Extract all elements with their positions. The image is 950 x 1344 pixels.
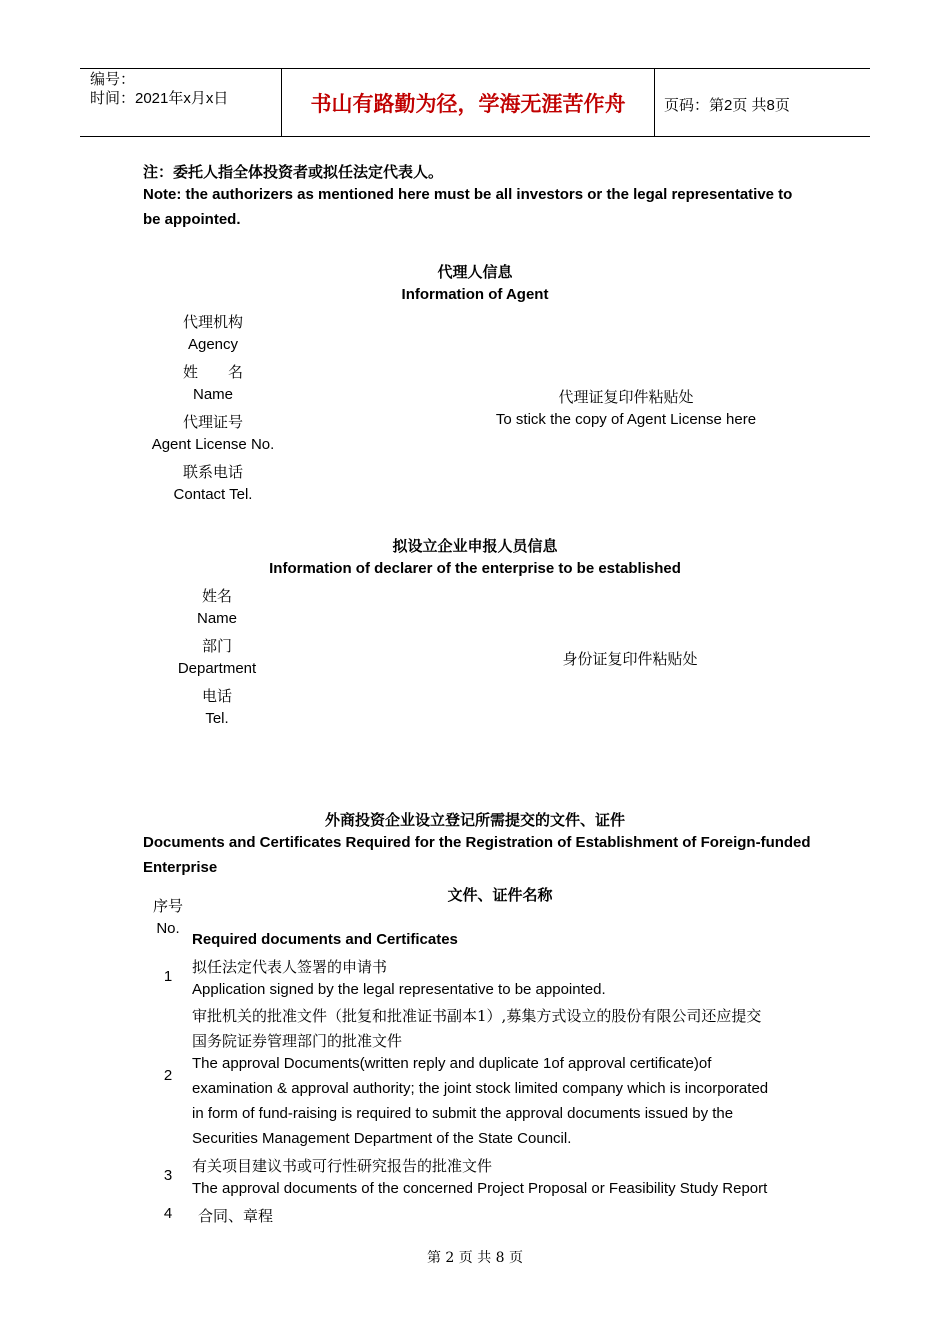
agent-title-en: Information of Agent <box>401 286 549 303</box>
documents-title-en-line2: Enterprise <box>143 859 218 876</box>
header-divider-2 <box>654 68 655 136</box>
doc-item-en: Securities Management Department of the State Council. <box>192 1130 572 1147</box>
agent-field-license-zh: 代理证号 <box>182 413 243 431</box>
agent-field-name-en: Name <box>192 386 233 403</box>
header-number-label: 编号： <box>90 71 136 88</box>
documents-title-zh: 外商投资企业设立登记所需提交的文件、证件 <box>324 812 625 829</box>
doc-item-en: Application signed by the legal representative to be appointed. <box>192 981 606 998</box>
declarer-title-zh: 拟设立企业申报人员信息 <box>392 538 558 555</box>
note-en-line2: be appointed. <box>143 211 241 228</box>
declarer-field-name-en: Name <box>196 610 237 627</box>
doc-item-no: 4 <box>163 1205 173 1222</box>
doc-item-no: 1 <box>163 968 173 985</box>
col-name-zh: 文件、证件名称 <box>447 887 553 904</box>
declarer-field-tel-en: Tel. <box>205 710 229 727</box>
agent-stick-en: To stick the copy of Agent License here <box>495 411 757 428</box>
declarer-title-en: Information of declarer of the enterprise to be established <box>269 560 681 577</box>
doc-item-zh: 有关项目建议书或可行性研究报告的批准文件 <box>192 1157 493 1175</box>
doc-item-zh: 国务院证券管理部门的批准文件 <box>192 1032 403 1050</box>
doc-item-en: The approval documents of the concerned Project Proposal or Feasibility Study Report <box>192 1180 768 1197</box>
declarer-field-dept-en: Department <box>177 660 257 677</box>
agent-field-tel-en: Contact Tel. <box>173 486 253 503</box>
declarer-stick-zh: 身份证复印件粘贴处 <box>562 650 698 668</box>
note-zh: 注：委托人指全体投资者或拟任法定代表人。 <box>143 164 444 181</box>
doc-item-zh: 拟任法定代表人签署的申请书 <box>192 958 388 976</box>
doc-item-no: 3 <box>163 1167 173 1184</box>
header-time-label: 时间：2021年x月x日 <box>90 90 229 107</box>
col-no-zh: 序号 <box>152 897 183 915</box>
page-footer: 第 2 页 共 8 页 <box>426 1250 524 1266</box>
col-name-en: Required documents and Certificates <box>192 931 458 948</box>
doc-item-en: The approval Documents(written reply and duplicate 1of approval certificate)of <box>192 1055 712 1072</box>
declarer-field-dept-zh: 部门 <box>201 637 232 655</box>
col-no-en: No. <box>156 920 180 937</box>
doc-item-en: in form of fund-raising is required to submit the approval documents issued by the <box>192 1105 734 1122</box>
header-page-info: 页码：第2页 共8页 <box>664 97 790 114</box>
doc-item-zh: 审批机关的批准文件（批复和批准证书副本1）,募集方式设立的股份有限公司还应提交 <box>192 1007 762 1025</box>
agent-field-agency-zh: 代理机构 <box>182 313 243 331</box>
documents-title-en-line1: Documents and Certificates Required for the Registration of Establishment of Foreign-funded <box>143 834 811 851</box>
header-motto: 书山有路勤为径，学海无涯苦作舟 <box>310 91 626 116</box>
doc-item-no: 2 <box>163 1067 173 1084</box>
agent-field-agency-en: Agency <box>187 336 239 353</box>
doc-item-zh: 合同、章程 <box>198 1207 274 1225</box>
agent-title-zh: 代理人信息 <box>437 264 513 281</box>
header-top-rule <box>80 68 870 69</box>
note-en-line1: Note: the authorizers as mentioned here must be all investors or the legal representative to <box>143 186 793 203</box>
header-bottom-rule <box>80 136 870 137</box>
declarer-field-tel-zh: 电话 <box>201 687 232 705</box>
doc-item-en: examination & approval authority; the joint stock limited company which is incorporated <box>192 1080 769 1097</box>
agent-field-name-zh: 姓 名 <box>182 363 243 381</box>
agent-field-tel-zh: 联系电话 <box>182 463 243 481</box>
agent-field-license-en: Agent License No. <box>151 436 275 453</box>
agent-stick-zh: 代理证复印件粘贴处 <box>558 388 694 406</box>
declarer-field-name-zh: 姓名 <box>201 587 232 605</box>
